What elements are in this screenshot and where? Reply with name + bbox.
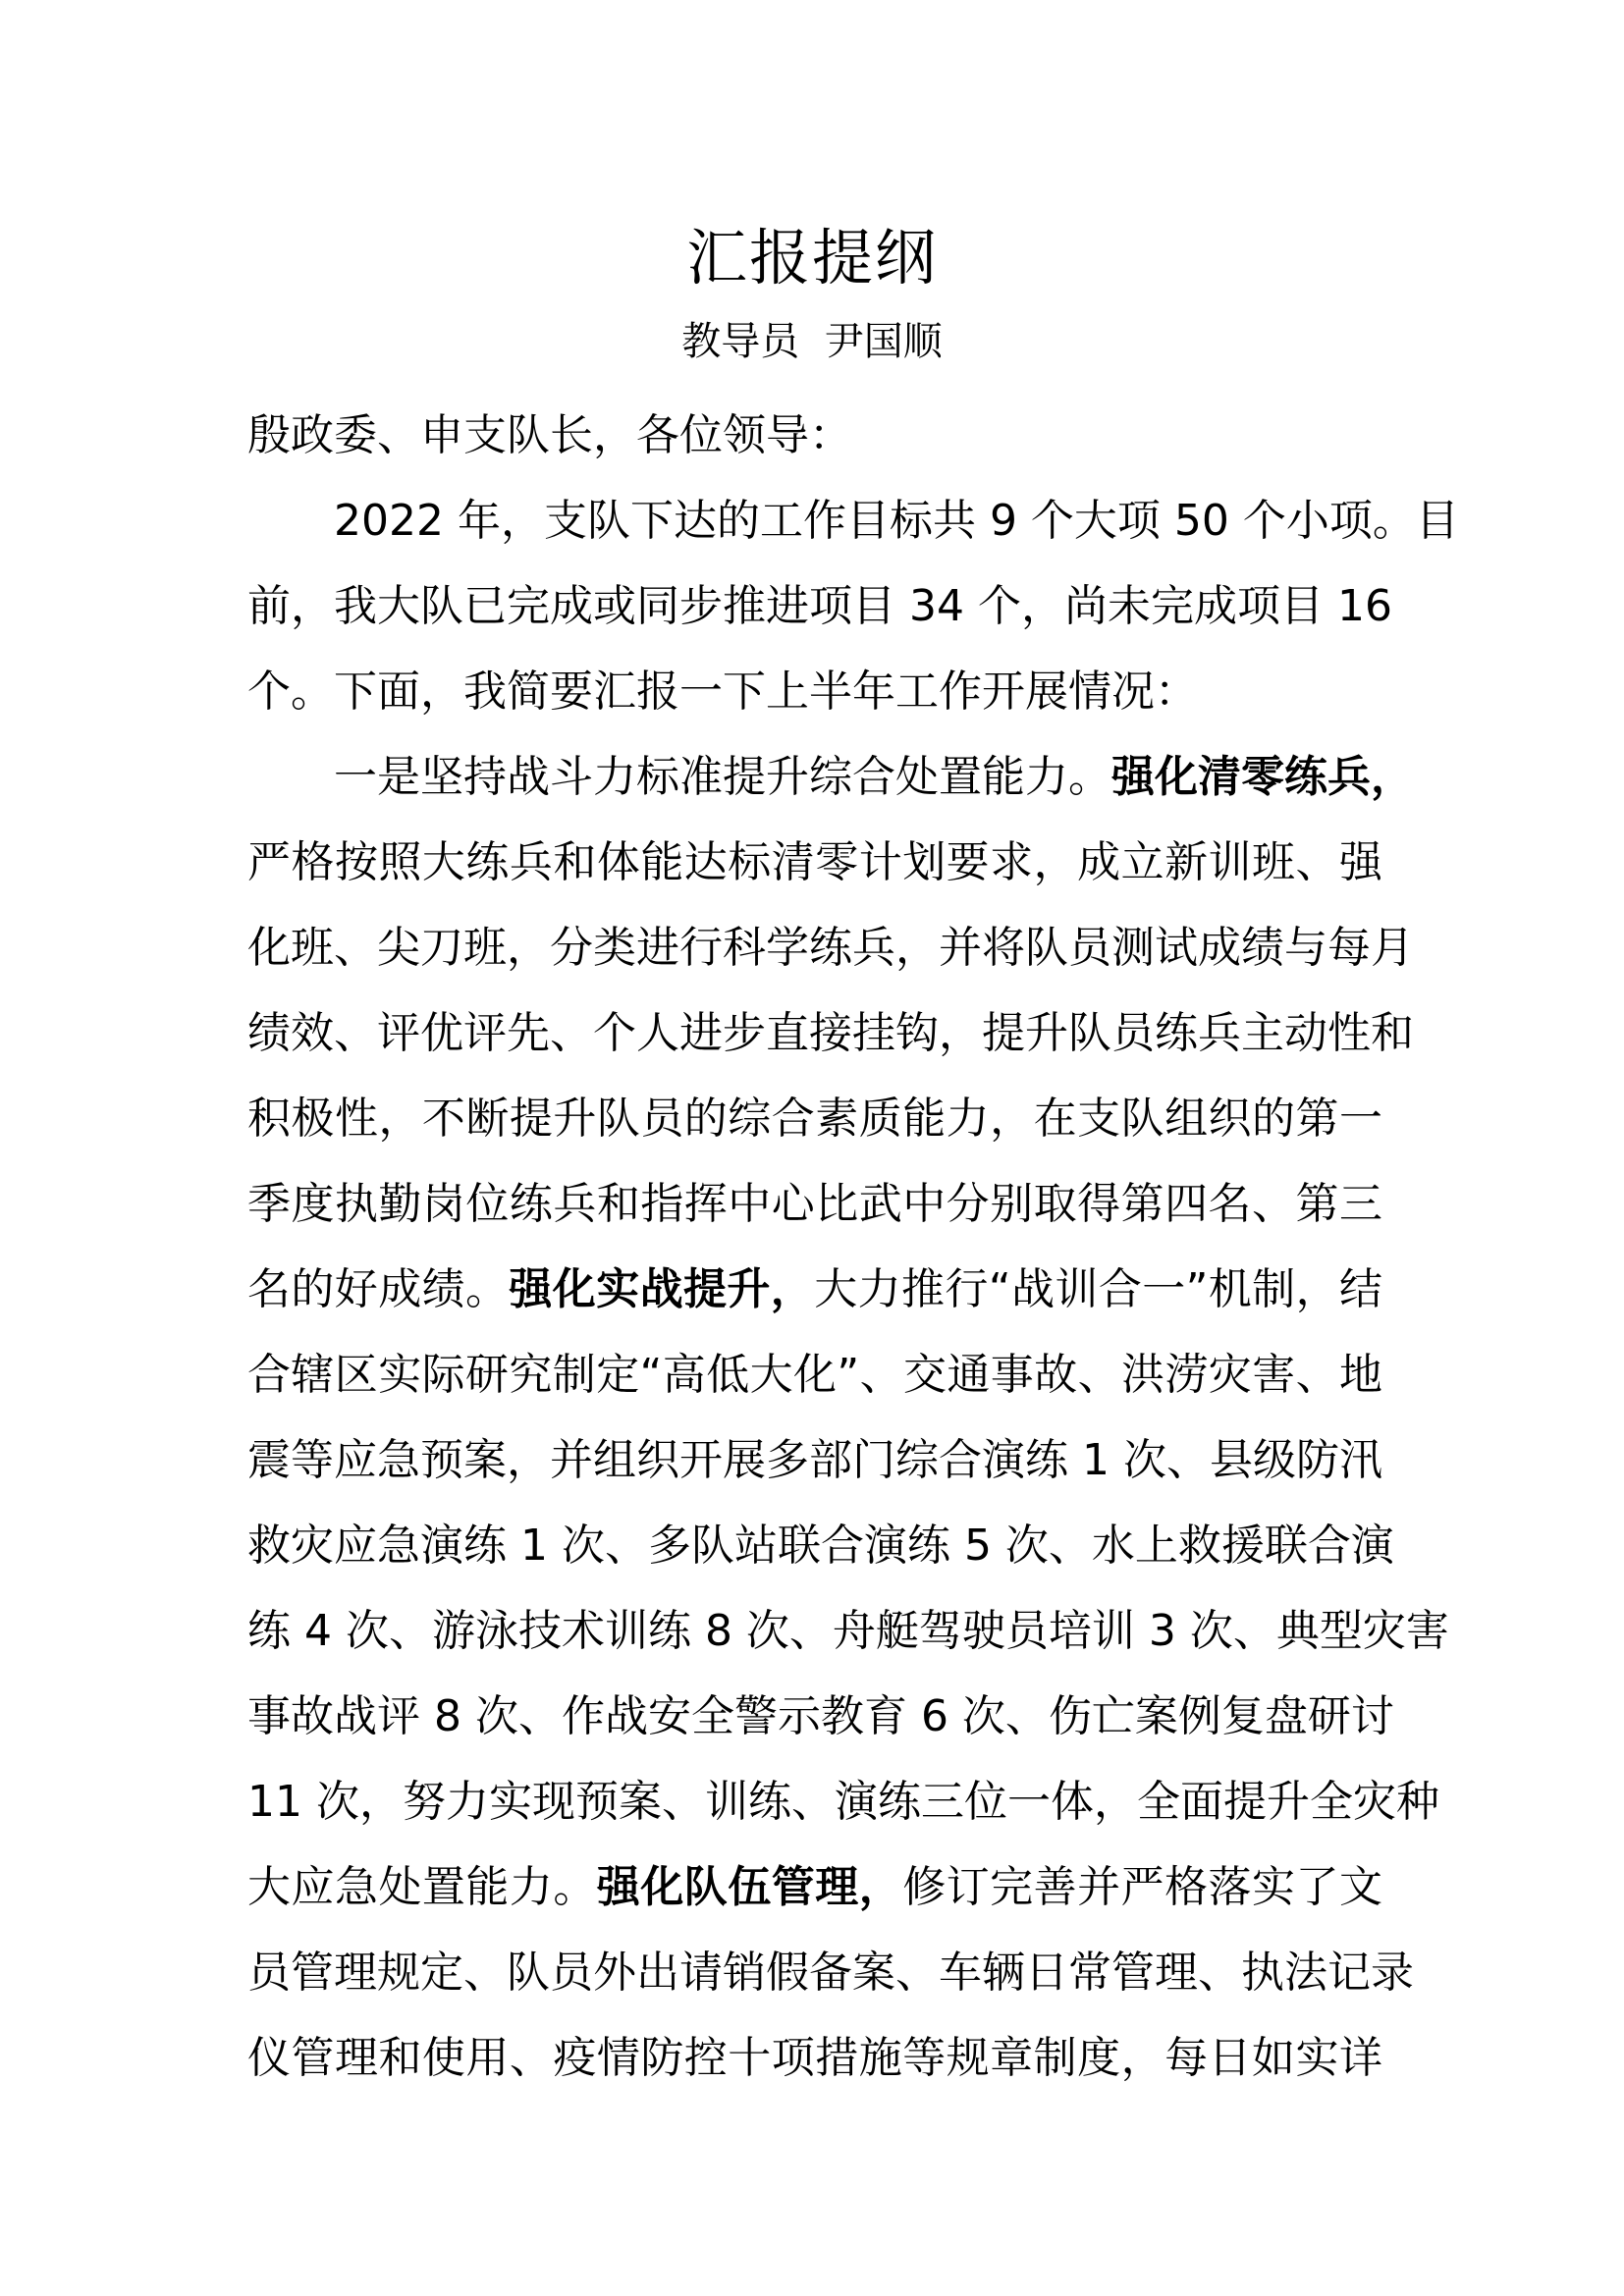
paragraph-line [247,649,1382,734]
paragraph-line [247,563,1392,649]
paragraph-text: 2022 年，支队下达的工作目标共 9 个大项 50 个小项。目 [334,496,1459,546]
paragraph-text: 前，我大队已完成或同步推进项目 34 个，尚未完成项目 16 [247,581,1392,631]
paragraph-text: 员管理规定、队员外出请销假备案、车辆日常管理、执法记录 [247,1948,1414,1998]
paragraph-line [247,2015,1382,2101]
paragraph-line [247,1930,1414,2015]
paragraph-text: 合辖区实际研究制定“高低大化”、交通事故、洪涝灾害、地 [247,1350,1382,1400]
paragraph-line [247,1247,1382,1332]
emphasis-text: 强化实战提升， [509,1264,815,1314]
emphasis-text: 强化队伍管理， [596,1862,903,1912]
paragraph-text: 事故战评 8 次、作战安全警示教育 6 次、伤亡案例复盘研讨 [247,1691,1394,1741]
author-line: 教导员 尹国顺 [681,319,943,364]
paragraph-text: 仪管理和使用、疫情防控十项措施等规章制度，每日如实详 [247,2033,1382,2083]
paragraph-line [247,1588,1449,1674]
paragraph-text: 化班、尖刀班，分类进行科学练兵，并将队员测试成绩与每月 [247,923,1414,973]
paragraph-text: 积极性，不断提升队员的综合素质能力，在支队组织的第一 [247,1094,1382,1144]
document-body [247,393,1459,2101]
paragraph-line [247,820,1382,905]
paragraph-text: 绩效、评优评先、个人进步直接挂钩，提升队员练兵主动性和 [247,1008,1414,1058]
paragraph-text: 11 次，努力实现预案、训练、演练三位一体，全面提升全灾种 [247,1777,1439,1827]
emphasis-text: 强化清零练兵， [1111,752,1414,802]
paragraph-line [247,990,1414,1076]
salutation: 殷政委、申支队长，各位领导： [247,410,852,460]
paragraph-text: 救灾应急演练 1 次、多队站联合演练 5 次、水上救援联合演 [247,1521,1394,1571]
document-title: 汇报提纲 [685,222,938,294]
paragraph-text: 震等应急预案，并组织开展多部门综合演练 1 次、县级防汛 [247,1435,1382,1485]
paragraph-line [247,1844,1382,1930]
paragraph-line [247,1076,1382,1161]
paragraph-line [247,1417,1382,1503]
paragraph-text: 名的好成绩。强化实战提升，大力推行“战训合一”机制，结 [247,1264,1383,1314]
paragraph-text: 严格按照大练兵和体能达标清零计划要求，成立新训班、强 [247,837,1382,887]
paragraph-text: 练 4 次、游泳技术训练 8 次、舟艇驾驶员培训 3 次、典型灾害 [247,1606,1449,1656]
paragraph-line [247,905,1414,990]
paragraph-text: 季度执勤岗位练兵和指挥中心比武中分别取得第四名、第三 [247,1179,1382,1229]
paragraph-line [247,1674,1394,1759]
paragraph-line [247,1503,1394,1588]
paragraph-line [247,1759,1439,1844]
paragraph-line [247,478,1459,563]
paragraph-text: 大应急处置能力。强化队伍管理，修订完善并严格落实了文 [247,1862,1383,1912]
paragraph-line [247,1332,1382,1417]
paragraph-text: 一是坚持战斗力标准提升综合处置能力。强化清零练兵， [334,752,1414,802]
paragraph-text: 个。下面，我简要汇报一下上半年工作开展情况： [247,667,1198,717]
paragraph-line [247,1161,1382,1247]
paragraph-line [247,734,1414,820]
